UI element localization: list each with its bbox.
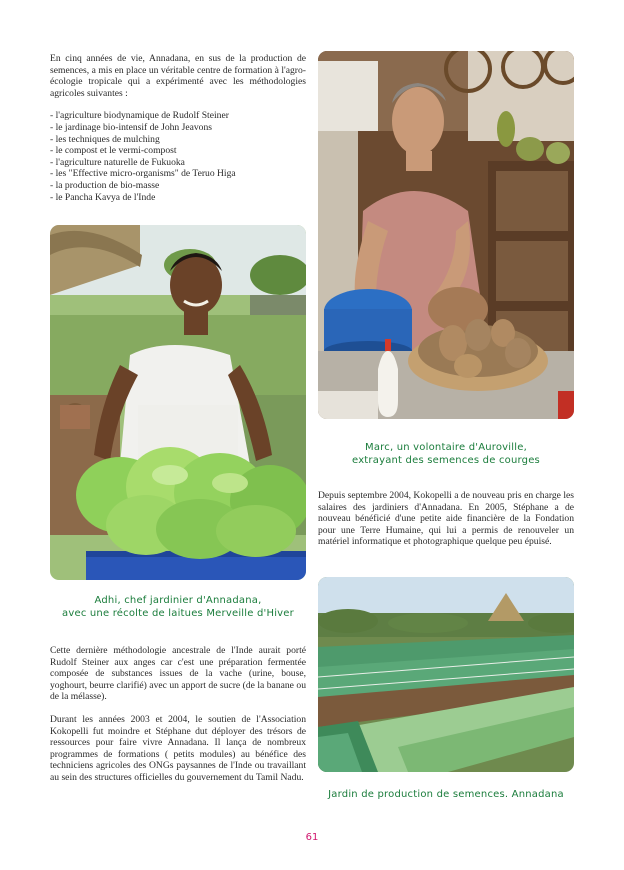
photo-seed-garden xyxy=(318,577,574,772)
photo-marc-caption xyxy=(318,441,574,467)
caption-line: avec une récolte de laitues Merveille d'Hiver xyxy=(62,608,294,619)
photo-adhi-caption xyxy=(50,594,306,620)
list-item: - la production de bio-masse xyxy=(50,179,160,191)
caption-line: extrayant des semences de courges xyxy=(352,455,540,466)
photo-marc-volunteer xyxy=(318,51,574,419)
list-item: - le compost et le vermi-compost xyxy=(50,145,177,157)
list-item: - le jardinage bio-intensif de John Jeavons xyxy=(50,121,212,133)
intro-paragraph: En cinq années de vie, Annadana, en sus de la production de semences, a mis en place un véritable centre de formation à l'agro-écologie tropicale qui a expérimenté avec les méthodologies agricoles suivantes : xyxy=(50,53,306,99)
left-column-text xyxy=(50,645,306,784)
pancha-kavya-paragraph: Cette dernière méthodologie ancestrale de l'Inde aurait porté Rudolf Steiner aux anges car c'est une préparation fermentée composée de substances issues de la vache (urine, bouse, yoghourt, beurre clarifié) avec un apport de sucre (de la banane ou de la mélasse). xyxy=(50,645,306,703)
page-number: 61 xyxy=(305,832,319,843)
photo-adhi-gardener xyxy=(50,225,306,580)
caption-line: Jardin de production de semences. Annadana xyxy=(328,789,564,800)
caption-line: Adhi, chef jardinier d'Annadana, xyxy=(94,595,262,606)
photo-garden-caption xyxy=(318,788,574,801)
support-paragraph: Durant les années 2003 et 2004, le soutien de l'Association Kokopelli fut moindre et Stéphane dut déployer des trésors de ressources pour faire vivre Annadana. Il lança de nombreux programmes de formations ( petits modules) au bénéfice des techniciens agricoles des ONGs paysannes de l'Inde ou travaillant au sein des structures officielles du gouvernement du Tamil Nadu. xyxy=(50,713,306,783)
list-item: - les techniques de mulching xyxy=(50,133,160,145)
methods-list xyxy=(50,110,306,203)
kokopelli-paragraph: Depuis septembre 2004, Kokopelli a de nouveau pris en charge les salaires des jardiniers d'Annadana. En 2005, Stéphane a de nouveau bénéficié d'une petite aide financière de la Fondation pour une Terre Humaine, qui lui a permis de renouveler un matériel informatique et photographique quelque peu épuisé. xyxy=(318,490,574,548)
right-column-text xyxy=(318,490,574,548)
list-item: - l'agriculture biodynamique de Rudolf Steiner xyxy=(50,110,229,122)
list-item: - le Pancha Kavya de l'Inde xyxy=(50,191,156,203)
list-item: - l'agriculture naturelle de Fukuoka xyxy=(50,156,185,168)
caption-line: Marc, un volontaire d'Auroville, xyxy=(365,442,527,453)
intro-text-block xyxy=(50,53,306,203)
list-item: - les "Effective micro-organisms" de Teruo Higa xyxy=(50,168,236,180)
